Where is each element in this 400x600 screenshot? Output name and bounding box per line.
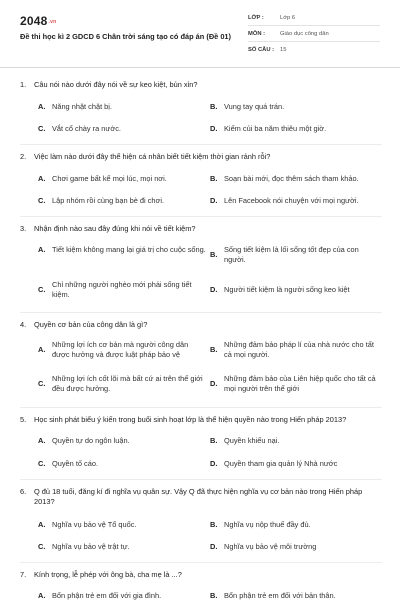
question-number: 4. [20,320,27,329]
question-divider [20,144,382,145]
option-c[interactable]: C. Nghĩa vụ bảo vệ trật tự. [38,542,130,551]
option-d[interactable]: D. Kiếm củi ba năm thiêu một giờ. [210,124,327,133]
question-number: 1. [20,80,27,89]
question-6 [20,487,382,551]
question-5 [20,415,382,468]
option-d[interactable]: D. Quyền tham gia quản lý Nhà nước [210,459,338,468]
option-c[interactable]: C. Quyền tố cáo. [38,459,99,468]
question-1 [20,80,382,133]
option-d[interactable]: D. Người tiết kiệm là người sống keo kiệt [210,285,350,294]
option-c[interactable]: C. Chỉ những người nghèo mới phải sống tiết kiệm. [38,280,192,299]
document-header [0,0,400,68]
question-2 [20,152,382,205]
question-divider [20,407,382,408]
question-text: Câu nói nào dưới đây nói về sự keo kiệt, bủn xỉn? [34,80,198,89]
meta-row-subject [248,26,380,42]
option-a[interactable]: A. Chơi game bất kể mọi lúc, mọi nơi. [38,174,167,183]
option-b[interactable]: B. Nghĩa vụ nộp thuế đầy đủ. [210,520,311,529]
option-a[interactable]: A. Quyền tự do ngôn luận. [38,436,130,445]
option-b[interactable]: B. Quyền khiếu nại. [210,436,280,445]
exam-meta-table [248,10,380,58]
option-a[interactable]: A. Nghĩa vụ bảo vệ Tổ quốc. [38,520,137,529]
question-text: Quyền cơ bản của công dân là gì? [34,320,148,329]
question-number: 5. [20,415,27,424]
question-number: 6. [20,487,27,496]
question-text: Q đủ 18 tuổi, đăng kí đi nghĩa vụ quân sự. Vậy Q đã thực hiện nghĩa vụ cơ bản nào trong Hiến pháp 2013? [34,487,363,506]
option-b[interactable]: B. Bổn phận trẻ em đối với bản thân. [210,591,336,600]
meta-value: Giáo dục công dân [280,30,329,37]
option-b[interactable]: B. Những đảm bảo pháp lí của nhà nước cho tất cả mọi người. [210,340,374,359]
option-a[interactable]: A. Tiết kiệm không mang lại giá trị cho cuộc sống. [38,245,206,254]
exam-title: Đề thi học kì 2 GDCD 6 Chân trời sáng tạo có đáp án (Đề 01) [20,32,231,41]
meta-value: 15 [280,47,287,53]
meta-row-count [248,42,380,58]
option-d[interactable]: D. Những đảm bảo của Liên hiệp quốc cho tất cả mọi người trên thế giới [210,374,376,393]
question-text: Học sinh phát biểu ý kiến trong buổi sinh hoạt lớp là thể hiện quyền nào trong Hiến pháp 2013? [34,415,347,424]
question-text: Việc làm nào dưới đây thể hiện cá nhân biết tiết kiệm thời gian rảnh rỗi? [34,152,271,161]
meta-label: MÔN : [248,30,266,37]
question-divider [20,312,382,313]
option-d[interactable]: D. Nghĩa vụ bảo vệ môi trường [210,542,317,551]
question-divider [20,479,382,480]
option-c[interactable]: C. Những lợi ích cốt lõi mà bất cứ ai trên thế giới đều được hưởng. [38,374,203,393]
question-7 [20,570,382,600]
question-text: Nhận định nào sau đây đúng khi nói về tiết kiệm? [34,224,196,233]
option-d[interactable]: D. Lên Facebook nói chuyện với mọi người. [210,196,359,205]
option-c[interactable]: C. Lập nhóm rồi cùng bạn bè đi chơi. [38,196,165,205]
option-b[interactable]: B. Sống tiết kiệm là lối sống tốt đẹp của con người. [210,245,359,264]
option-c[interactable]: C. Vắt cổ chày ra nước. [38,124,121,133]
meta-row-class [248,10,380,26]
question-4 [20,320,382,393]
option-b[interactable]: B. Soạn bài mới, đọc thêm sách tham khảo. [210,174,359,183]
option-a[interactable]: A. Năng nhặt chặt bị. [38,102,112,111]
meta-value: Lớp 6 [280,14,296,21]
question-3 [20,224,382,299]
question-divider [20,216,382,217]
option-b[interactable]: B. Vung tay quá trán. [210,102,285,111]
meta-label: SỐ CÂU : [248,47,275,53]
question-number: 3. [20,224,27,233]
question-number: 7. [20,570,27,579]
option-a[interactable]: A. Bổn phận trẻ em đối với gia đình. [38,591,162,600]
question-text: Kính trọng, lễ phép với ông bà, cha mẹ là ...? [34,570,182,579]
option-a[interactable]: A. Những lợi ích cơ bản mà người công dân được hưởng và được luật pháp bảo vệ [38,340,189,359]
site-logo[interactable]: 2048.vn [20,14,57,28]
question-divider [20,562,382,563]
meta-label: LỚP : [248,14,264,21]
question-number: 2. [20,152,27,161]
